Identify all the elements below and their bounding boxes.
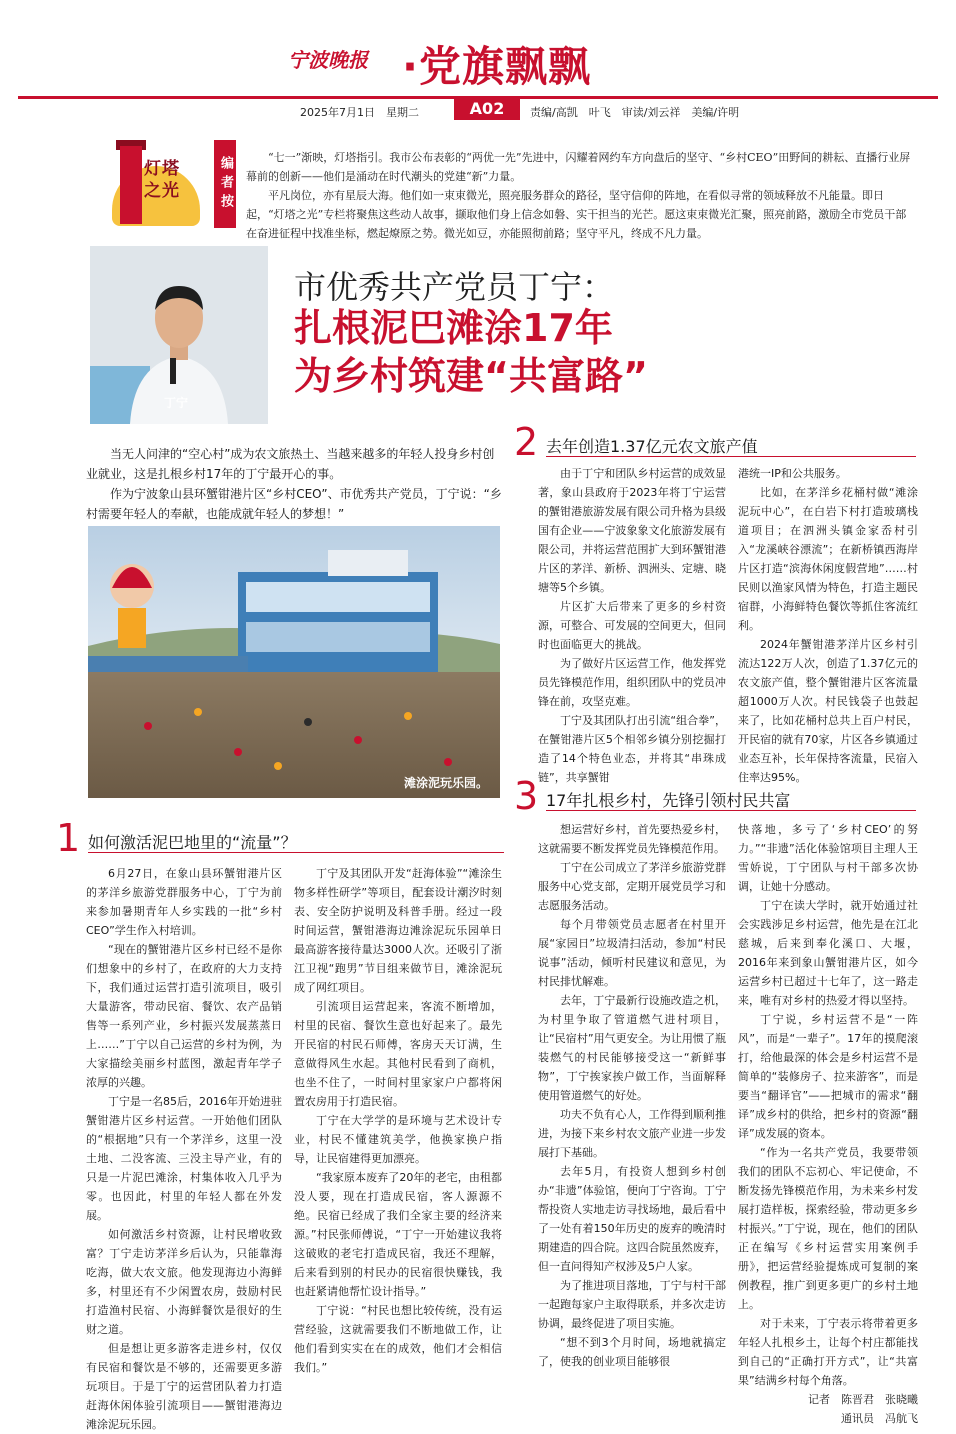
body-paragraph: 去年，丁宁最新行设施改造之机，为村里争取了管道燃气进村项目，让“民宿村”用气更安全。为让用惯了瓶装燃气的村民能够接受这一“新鲜事物”，丁宁挨家挨户做工作，当面解释使用管道燃气的好处。 [538,994,726,1102]
editor-note-paragraph: 平凡岗位，亦有星辰大海。他们如一束束微光，照亮服务群众的路径，坚守信仰的阵地，在看似寻常的领域释放不凡能量。即日起，“灯塔之光”专栏将聚焦这些动人故事，撷取他们身上信念如磐、实干担当的光芒。愿这束束微光汇聚，照亮前路，激励全市党员干部在奋进征程中找准坐标，燃起燎原之势。微光如豆，亦能照彻前路；坚守平凡，终成不凡力量。 [246,189,907,240]
section-number: 1 [56,816,81,860]
body-paragraph: “现在的蟹钳港片区乡村已经不是你们想象中的乡村了，在政府的大力支持下，我们通过运营打造引流项目，吸引大量游客，带动民宿、餐饮、农产品销售等一系列产业，乡村振兴发展蒸蒸日上……”丁宁以自己运营的乡村为例，为大家描绘美丽乡村蓝图，激起青年学子浓厚的兴趣。 [86,943,282,1089]
body-paragraph: 引流项目运营起来，客流不断增加，村里的民宿、餐饮生意也好起来了。最先开民宿的村民石师傅，客房天天订满，生意做得风生水起。其他村民看到了商机，也坐不住了，一时间村里家家户户都将闲置农房用于打造民宿。 [294,1000,502,1108]
tidal-flat-photo [88,526,500,798]
byline: 通讯员 冯航飞 [841,1412,918,1425]
body-paragraph: 想运营好乡村，首先要热爱乡村，这就需要不断发挥党员先锋模范作用。 [538,823,726,855]
editor-note-paragraph: “七一”渐映，灯塔指引。我市公布表彰的“两优一先”先进中，闪耀着网约车方向盘后的坚守、“乡村CEO”田野间的耕耘、直播行业屏幕前的创新——他们是涌动在时代潮头的党建“新”力量。 [246,151,911,183]
body-paragraph: 由于丁宁和团队乡村运营的成效显著，象山县政府于2023年将丁宁运营的蟹钳港旅游发展有限公司升格为县级国有企业——宁波象象文化旅游发展有限公司，并将运营范围扩大到环蟹钳港片区的茅洋、新桥、泗洲头、定塘、晓塘等5个乡镇。 [538,467,726,594]
lighthouse-icon [120,146,142,224]
headline-line: 扎根泥巴滩涂17年 [294,306,613,350]
issue-date: 2025年7月1日 星期二 [300,106,419,119]
section-rule [546,810,916,811]
body-paragraph: 丁宁及其团队打出引流“组合拳”，在蟹钳港片区5个相邻乡镇分别挖掘打造了14个特色业态，并将其“串珠成链”，共享蟹钳 [538,714,726,784]
body-paragraph: 去年5月，有投资人想到乡村创办“非遗”体验馆，便向丁宁咨询。丁宁帮投资人实地走访寻找场地，最后看中了一处有着150年历史的废弃的晚清时期建造的四合院。这四合院虽然废弃，但一直问得知产权涉及5户人家。 [538,1165,726,1273]
section-number: 2 [514,420,539,464]
body-paragraph: 功夫不负有心人，工作得到顺利推进，为接下来乡村农文旅产业进一步发展打下基础。 [538,1108,726,1159]
section-heading: 17年扎根乡村，先锋引领村民共富 [546,791,791,810]
headline [294,304,744,400]
section-title: ·党旗飘飘 [402,42,591,91]
column-logo-text: 灯塔之光 [144,159,180,201]
editor-note [246,148,914,243]
body-paragraph: 丁宁在读大学时，就开始通过社会实践涉足乡村运营，他先是在江北慈城，后来到奉化溪口、大堰，2016年来到象山蟹钳港片区，如今运营乡村已超过十七年了，这一路走来，唯有对乡村的热爱才得以坚持。 [738,899,918,1007]
body-paragraph: 如何激活乡村资源，让村民增收致富？丁宁走访茅洋乡后认为，只能靠海吃海，做大农文旅。他发现海边小海鲜多，村里还有不少闲置农房，鼓励村民打造渔村民宿、小海鲜餐饮是很好的生财之道。 [86,1228,282,1336]
lead-paragraph: 当无人问津的“空心村”成为农文旅热土、当越来越多的年轻人投身乡村创业就业，这是扎根乡村17年的丁宁最开心的事。 [86,447,495,481]
section-number: 3 [514,774,539,818]
body-paragraph: “我家原本废弃了20年的老宅，由租都没人要，现在打造成民宿，客人源源不绝。民宿已经成了我们全家主要的经济来源。”村民张师傅说，“丁宁一开始建议我将这破败的老宅打造成民宿，我还不理解，后来看到别的村民办的民宿很快赚钱，我也赶紧请他帮忙设计指导。” [294,1171,502,1298]
newspaper-brand: 宁波晚报 [288,48,368,72]
section-heading: 去年创造1.37亿元农文旅产值 [546,437,758,456]
body-paragraph: 丁宁在公司成立了茅洋乡旅游党群服务中心党支部，定期开展党员学习和志愿服务活动。 [538,861,726,912]
headline-line: 为乡村筑建“共富路” [294,354,648,398]
masthead [0,0,956,128]
body-paragraph: 丁宁是一名85后，2016年开始进驻蟹钳港片区乡村运营。一开始他们团队的“根据地”只有一个茅洋乡，这里一没土地、二没客流、三没主导产业，有的只是一片泥巴滩涂，村集体收入几乎为零。也因此，村里的年轻人都在外发展。 [86,1095,282,1222]
body-paragraph: 比如，在茅洋乡花桶村做“滩涂泥玩中心”，在白岩下村打造玻璃栈道项目；在泗洲头镇金家岙村引入“龙溪峡谷漂流”；在新桥镇西海岸片区打造“滨海休闲度假营地”……村民则以渔家风情为特色，打造主题民宿群，小海鲜特色餐饮等抓住客流红利。 [738,486,918,632]
body-paragraph: 丁宁及其团队开发“赶海体验”“滩涂生物多样性研学”等项目，配套设计潮汐时刻表、安全防护说明及科普手册。经过一段时间运营，蟹钳港海边滩涂泥玩乐园单日最高游客接待量达3000人次。还吸引了浙江卫视“跑男”节目组来做节目，滩涂泥玩成了网红项目。 [294,867,502,994]
text-column [538,820,726,1368]
body-paragraph: 对于未来，丁宁表示将带着更多年轻人扎根乡土，让每个村庄都能找到自己的“正确打开方式”，让“共富果”结满乡村每个角落。 [738,1317,918,1387]
section-rule [88,852,504,853]
headline-kicker: 市优秀共产党员丁宁： [294,268,615,306]
column-logo [108,136,204,232]
lead-paragraphs [86,444,502,524]
body-paragraph: 丁宁在大学学的是环境与艺术设计专业，村民不懂建筑美学，他换家换户指导，让民宿建得更加漂亮。 [294,1114,502,1165]
body-paragraph: “想不到3个月时间，场地就搞定了，使我的创业项目能够很 [538,1336,726,1368]
body-paragraph: 快落地，多亏了‘乡村CEO’的努力。”“非遗”活化体验馆项目主理人王雪娇说，丁宁团队与村干部多次协调，让她十分感动。 [738,823,918,893]
body-paragraph: 丁宁说，乡村运营不是“一阵风”，而是“一辈子”。17年的摸爬滚打，给他最深的体会是乡村运营不是简单的“装修房子、拉来游客”，而是要当“翻译官”——把城市的需求“翻译”成乡村的供给，把乡村的资源“翻译”成发展的资本。 [738,1013,918,1140]
text-column [86,864,282,1431]
page-number: A02 [454,98,520,120]
photo-caption: 滩涂泥玩乐园。 [404,776,489,790]
body-paragraph: 为了推进项目落地，丁宁与村干部一起跑每家户主取得联系，并多次走访协调，最终促进了项目实施。 [538,1279,726,1330]
editor-credits: 责编/高凯 叶飞 审读/刘云祥 美编/许明 [530,106,740,119]
body-paragraph: 每个月带领党员志愿者在村里开展“家园日”垃圾清扫活动，参加“村民说事”活动，倾听村民建议和意见，为村民排忧解难。 [538,918,726,988]
body-paragraph: 6月27日，在象山县环蟹钳港片区的茅洋乡旅游党群服务中心，丁宁为前来参加暑期青年人乡实践的一批“乡村CEO”学生作入村培训。 [86,867,282,937]
body-paragraph: 丁宁说：“村民也想比较传统，没有运营经验，这就需要我们不断地做工作，让他们看到实实在在的成效，他们才会相信我们。” [294,1304,502,1374]
lead-paragraph: 作为宁波象山县环蟹钳港片区“乡村CEO”、市优秀共产党员，丁宁说：“乡村需要年轻人的奉献，也能成就年轻人的梦想！” [86,487,502,521]
editor-note-tag: 编者按 [214,140,236,228]
text-column [538,464,726,784]
section-heading: 如何激活泥巴地里的“流量”？ [88,833,297,852]
body-paragraph: “作为一名共产党员，我要带领我们的团队不忘初心、牢记使命，不断发扬先锋模范作用，为未来乡村发展打造样板，探索经验，带动更多乡村振兴。”丁宁说，现在，他们的团队正在编写《乡村运营实用案例手册》，把运营经验提炼成可复制的案例教程，推广到更多更广的乡村土地上。 [738,1146,918,1311]
text-column [738,464,918,784]
section-rule [546,456,916,457]
body-paragraph: 港统一IP和公共服务。 [738,467,847,480]
body-paragraph: 但是想让更多游客走进乡村，仅仅有民宿和餐饮是不够的，还需要更多游玩项目。于是丁宁的运营团队着力打造赶海休闲体验引流项目——蟹钳港海边滩涂泥玩乐园。 [86,1342,282,1431]
body-paragraph: 片区扩大后带来了更多的乡村资源，可整合、可发展的空间更大，但同时也面临更大的挑战。 [538,600,726,651]
body-paragraph: 为了做好片区运营工作，他发挥党员先锋模范作用，组织团队中的党员冲锋在前，攻坚克难。 [538,657,726,708]
byline: 记者 陈晋君 张晓曦 [808,1393,918,1406]
text-column [738,820,918,1425]
text-column [294,864,502,1374]
body-paragraph: 2024年蟹钳港茅洋片区乡村引流达122万人次，创造了1.37亿元的农文旅产值，整个蟹钳港片区客流量超1000万人次。村民钱袋子也鼓起来了，比如花桶村总共上百户村民，开民宿的就有70家，片区各乡镇通过业态互补，长年保持客流量，民宿入住率达95%。 [738,638,918,784]
portrait-caption: 丁宁 [164,396,189,410]
